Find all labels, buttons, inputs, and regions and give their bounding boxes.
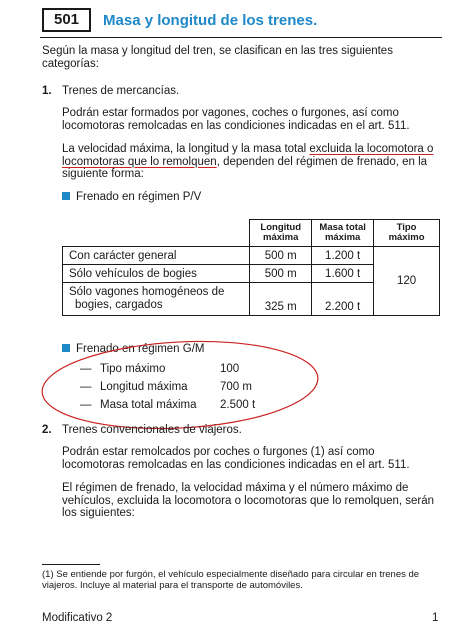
row-label: Con carácter general: [63, 247, 250, 265]
section-2-number: 2.: [42, 424, 52, 436]
article-number-box: 501: [42, 8, 91, 32]
row-label: Sólo vagones homogéneos de bogies, cargados: [63, 283, 250, 316]
gm-label: Longitud máxima: [100, 381, 188, 393]
row-label: Sólo vehículos de bogies: [63, 265, 250, 283]
pv-heading-label: Frenado en régimen P/V: [76, 191, 202, 203]
gm-value: 100: [220, 363, 240, 375]
gm-dash: —: [80, 363, 92, 375]
footer-edition: Modificativo 2: [42, 612, 113, 624]
row-longitud: 500 m: [250, 247, 312, 265]
para-2-start: La velocidad máxima, la longitud y la masa total: [62, 143, 310, 155]
gm-label: Tipo máximo: [100, 363, 166, 375]
footer-page-number: 1: [432, 612, 439, 624]
row-longitud: 325 m: [250, 283, 312, 316]
row-masa: 2.200 t: [312, 283, 374, 316]
gm-dash: —: [80, 381, 92, 393]
col-header-tipo: Tipo máximo: [374, 220, 440, 247]
gm-label: Masa total máxima: [100, 399, 197, 411]
row-masa: 1.200 t: [312, 247, 374, 265]
section-1-para-1: Podrán estar formados por vagones, coches o furgones, así como locomotoras remolcadas en las condiciones indicadas en el art. 511.: [62, 107, 410, 132]
footnote: (1) Se entiende por furgón, el vehículo especialmente diseñado para circular en trenes de viajeros. Incluye al material para el transporte de automóviles.: [42, 569, 420, 591]
gm-value: 2.500 t: [220, 399, 256, 411]
gm-value: 700 m: [220, 381, 252, 393]
col-header-longitud: Longitud máxima: [250, 220, 312, 247]
row-longitud: 500 m: [250, 265, 312, 283]
section-1-number: 1.: [42, 85, 52, 97]
footnote-rule: [42, 564, 100, 565]
row-masa: 1.600 t: [312, 265, 374, 283]
tipo-maximo-value: 120: [374, 247, 440, 316]
underlined-phrase: excluida la locomotora o locomotoras que lo remolquen: [62, 143, 434, 168]
section-2-para-2: El régimen de frenado, la velocidad máxima y el número máximo de vehículos, excluida la locomotora o locomotoras que lo remolquen, serán los siguientes:: [62, 482, 435, 519]
article-title: Masa y longitud de los trenes.: [103, 11, 318, 29]
section-2-para-1: Podrán estar remolcados por coches o furgones (1) así como locomotoras remolcadas en las condiciones indicadas en el art. 511.: [62, 446, 410, 471]
para-2-end: , dependen del régimen de frenado, en la siguiente forma:: [62, 155, 428, 180]
section-2-title: Trenes convencionales de viajeros.: [62, 424, 242, 436]
col-header-masa: Masa total máxima: [312, 220, 374, 247]
section-1-title: Trenes de mercancías.: [62, 85, 180, 97]
intro-paragraph: Según la masa y longitud del tren, se clasifican en las tres siguientes categorías:: [42, 45, 393, 70]
gm-dash: —: [80, 399, 92, 411]
gm-heading-label: Frenado en régimen G/M: [76, 343, 205, 355]
